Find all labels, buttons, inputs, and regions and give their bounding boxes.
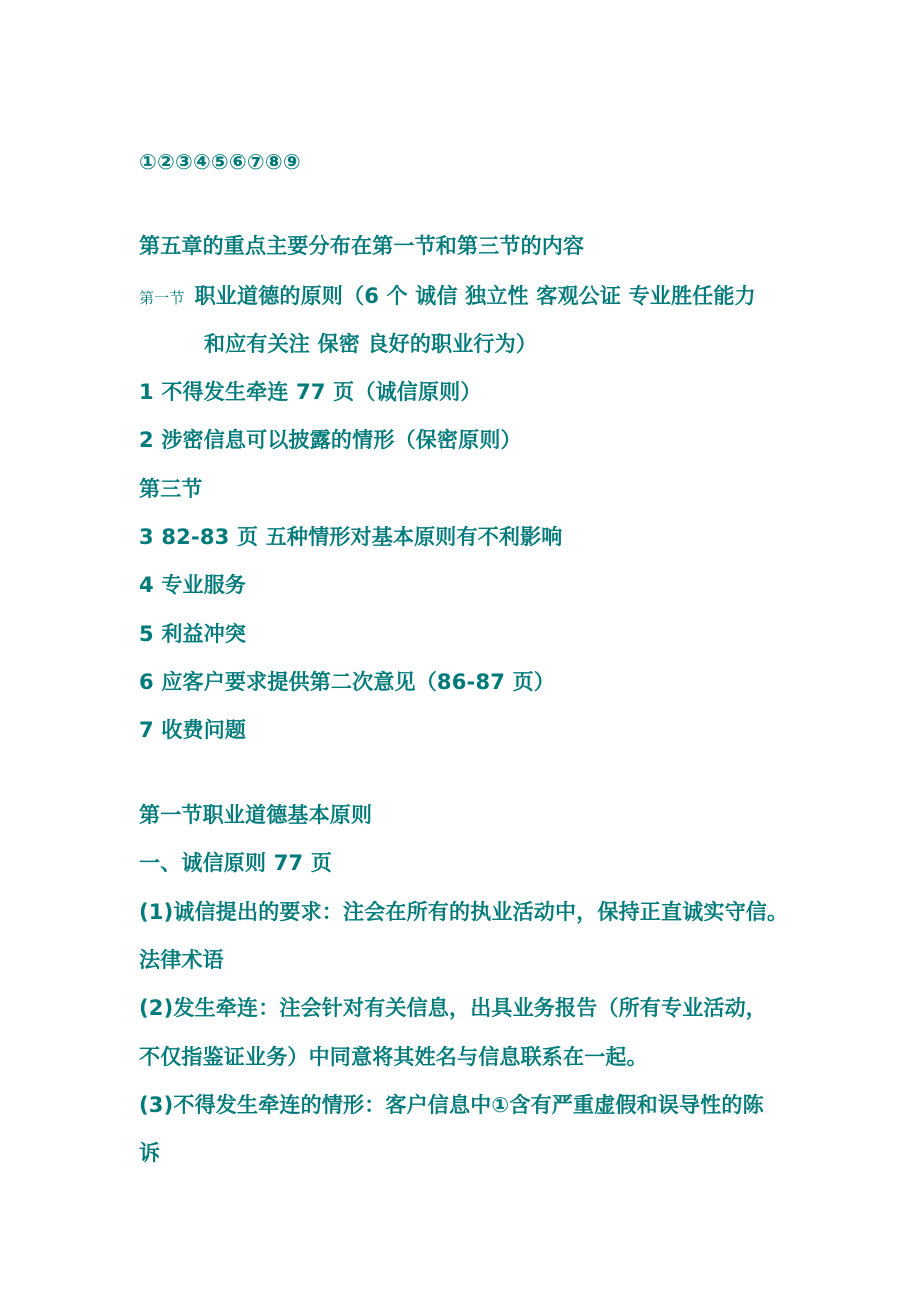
list-item: 5 利益冲突: [139, 622, 247, 646]
paragraph-line: 不仅指鉴证业务）中同意将其姓名与信息联系在一起。: [139, 1045, 648, 1069]
paragraph-line: 诉: [139, 1141, 161, 1165]
list-item: 4 专业服务: [139, 573, 247, 597]
circled-number-symbols: ①②③④⑤⑥⑦⑧⑨: [139, 150, 301, 174]
list-item: 7 收费问题: [139, 718, 247, 742]
list-item: 6 应客户要求提供第二次意见（86-87 页）: [139, 670, 555, 694]
section1-principles-line1: 职业道德的原则（6 个 诚信 独立性 客观公证 专业胜任能力: [194, 284, 756, 308]
paragraph-line: (3)不得发生牵连的情形：客户信息中①含有严重虚假和误导性的陈: [139, 1093, 764, 1117]
section-heading: 第一节职业道德基本原则: [139, 803, 373, 827]
section1-principles-line2: 和应有关注 保密 良好的职业行为）: [204, 332, 538, 356]
list-item: 2 涉密信息可以披露的情形（保密原则）: [139, 428, 522, 452]
paragraph-line: (2)发生牵连：注会针对有关信息，出具业务报告（所有专业活动，: [139, 996, 768, 1020]
list-item: 3 82-83 页 五种情形对基本原则有不利影响: [139, 525, 563, 549]
section1-prefix: 第一节: [139, 289, 185, 307]
integrity-heading: 一、诚信原则 77 页: [139, 851, 333, 875]
chapter-summary: 第五章的重点主要分布在第一节和第三节的内容: [139, 234, 585, 258]
paragraph-line: 法律术语: [139, 948, 224, 972]
section3-heading: 第三节: [139, 477, 203, 501]
list-item: 1 不得发生牵连 77 页（诚信原则）: [139, 380, 482, 404]
section1-title-line: [139, 282, 756, 312]
paragraph-line: (1)诚信提出的要求：注会在所有的执业活动中，保持正直诚实守信。: [139, 900, 789, 924]
